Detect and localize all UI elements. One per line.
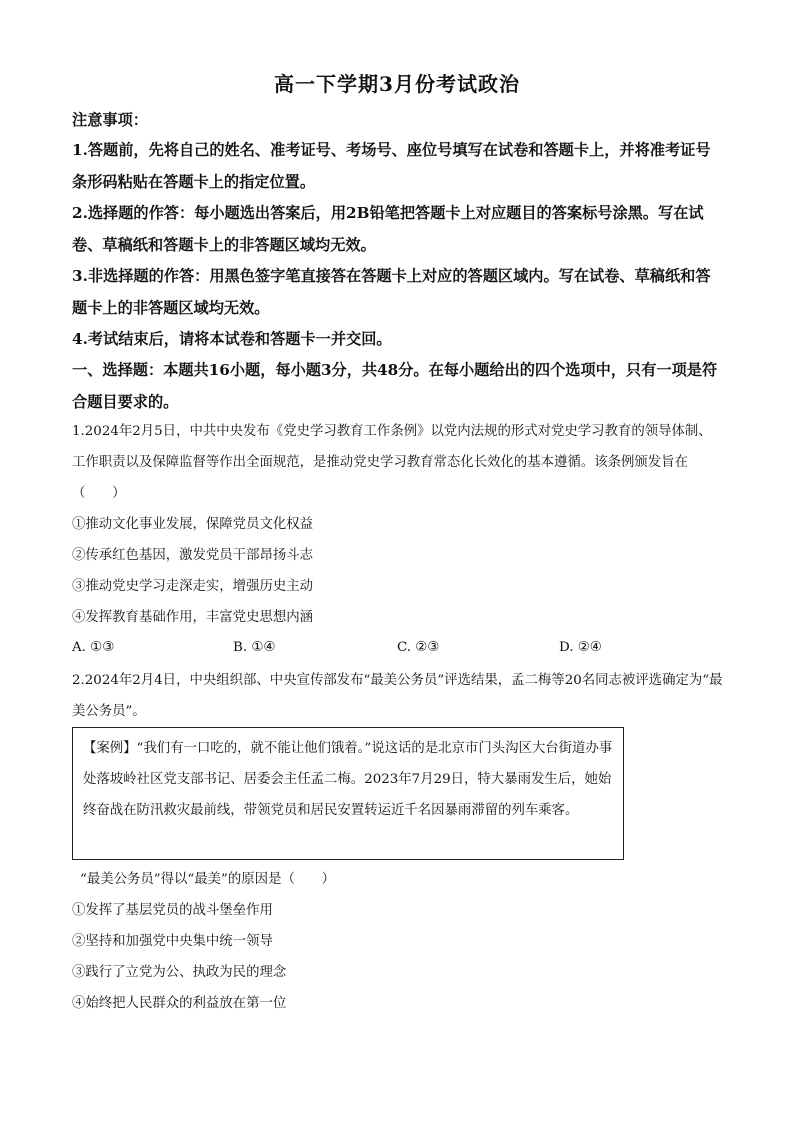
question-2-statement-2: ②坚持和加强党中央集中统一领导 [72,934,273,949]
option-b: B. ①④ [233,640,276,655]
question-1-statement-2: ②传承红色基因，激发党员干部昂扬斗志 [72,548,314,563]
question-1-options [72,634,724,662]
notice-item-3: 3.非选择题的作答：用黑色签字笔直接答在答题卡上对应的答题区域内。写在试卷、草稿纸和答题卡上的非答题区域均无效。 [72,267,711,317]
question-1-stem: 1.2024年2月5日，中共中央发布《党史学习教育工作条例》以党内法规的形式对党史学习教育的领导体制、工作职责以及保障监督等作出全面规范，是推动党史学习教育常态化长效化的基本遵循。该条例颁发旨在（ ） [72,424,712,501]
notice-heading: 注意事项： [72,111,148,129]
page-title: 高一下学期3月份考试政治 [274,72,520,96]
question-1-statement-1: ①推动文化事业发展，保障党员文化权益 [72,517,314,532]
notice-item-1: 1.答题前，先将自己的姓名、准考证号、考场号、座位号填写在试卷和答题卡上，并将准考证号条形码粘贴在答题卡上的指定位置。 [72,141,711,191]
case-text: 【案例】“我们有一口吃的，就不能让他们饿着。”说这话的是北京市门头沟区大台街道办事处落坡岭社区党支部书记、居委会主任孟二梅。2023年7月29日，特大暴雨发生后，她始终奋战在防汛救灾最前线，带领党员和居民安置转运近千名因暴雨滞留的列车乘客。 [83,741,613,818]
question-1-statement-3: ③推动党史学习走深走实，增强历史主动 [72,579,314,594]
question-2-statement-1: ①发挥了基层党员的战斗堡垒作用 [72,903,273,918]
question-2-statement-4: ④始终把人民群众的利益放在第一位 [72,996,287,1011]
option-a: A. ①③ [72,640,115,655]
option-d: D. ②④ [559,640,602,655]
option-c: C. ②③ [397,640,440,655]
section-heading: 一、选择题：本题共16小题，每小题3分，共48分。在每小题给出的四个选项中，只有一项是符合题目要求的。 [72,361,718,411]
case-box [72,727,624,860]
notice-item-4: 4.考试结束后，请将本试卷和答题卡一并交回。 [72,330,392,348]
question-2-prompt: “最美公务员”得以“最美”的原因是（ ） [80,872,336,887]
notice-item-2: 2.选择题的作答：每小题选出答案后，用2B铅笔把答题卡上对应题目的答案标号涂黑。写在试卷、草稿纸和答题卡上的非答题区域均无效。 [72,204,704,254]
question-2-stem: 2.2024年2月4日，中央组织部、中央宣传部发布“最美公务员”评选结果，孟二梅等20名同志被评选确定为“最美公务员”。 [72,673,723,719]
question-1-statement-4: ④发挥教育基础作用，丰富党史思想内涵 [72,610,314,625]
question-2-statement-3: ③践行了立党为公、执政为民的理念 [72,965,287,980]
